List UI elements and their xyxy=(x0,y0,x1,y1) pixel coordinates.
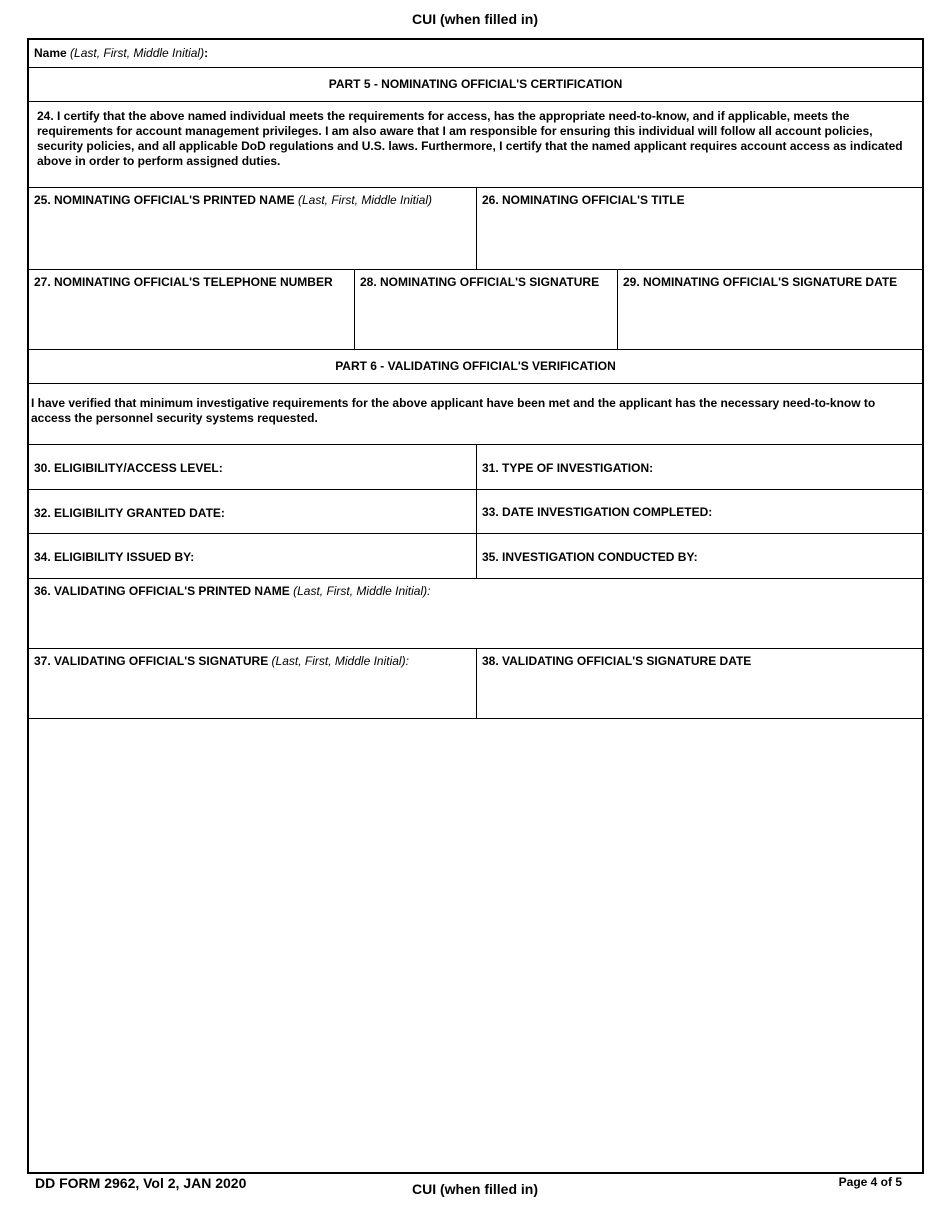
field-32-cell xyxy=(29,490,476,533)
field-30-label: 30. ELIGIBILITY/ACCESS LEVEL: xyxy=(34,461,223,475)
field-27-input[interactable] xyxy=(34,293,349,307)
field-36-label: 36. VALIDATING OFFICIAL'S PRINTED NAME xyxy=(34,584,290,598)
field-31-label: 31. TYPE OF INVESTIGATION: xyxy=(482,461,654,475)
name-colon: : xyxy=(204,46,209,60)
field-38-cell xyxy=(476,649,922,718)
field-37-input[interactable] xyxy=(34,672,471,686)
part6-title: PART 6 - VALIDATING OFFICIAL'S VERIFICATION xyxy=(335,359,616,373)
name-hint: (Last, First, Middle Initial) xyxy=(70,46,205,60)
field-26-cell xyxy=(476,188,922,269)
field-34-input[interactable] xyxy=(198,549,402,565)
page-number: Page 4 of 5 xyxy=(838,1175,902,1189)
cui-marking-bottom: CUI (when filled in) xyxy=(412,1181,538,1197)
field-35-cell xyxy=(476,534,922,578)
field-25-label: 25. NOMINATING OFFICIAL'S PRINTED NAME xyxy=(34,193,295,207)
field-27-cell xyxy=(29,270,354,349)
field-33-label: 33. DATE INVESTIGATION COMPLETED: xyxy=(482,505,713,519)
field-29-label: 29. NOMINATING OFFICIAL'S SIGNATURE DATE xyxy=(623,275,898,289)
row-32-33 xyxy=(29,490,922,534)
field-33-cell xyxy=(476,490,922,533)
field-38-label: 38. VALIDATING OFFICIAL'S SIGNATURE DATE xyxy=(482,654,752,668)
field-30-cell xyxy=(29,445,476,489)
field-36-cell xyxy=(29,579,922,648)
field-33-input[interactable] xyxy=(482,519,686,535)
field-35-label: 35. INVESTIGATION CONDUCTED BY: xyxy=(482,550,698,564)
field-37-cell xyxy=(29,649,476,718)
name-label: Name xyxy=(34,46,67,60)
certification-text: 24. I certify that the above named individual meets the requirements for access, has the appropriate need-to-know, and if applicable, meets the requirements for account management privileges. I am also aware that I am responsible for ensuring this individual will follow all account policies, security policies, and all applicable DoD regulations and U.S. laws. Furthermore, I certify that the named applicant requires account access as indicated above in order to perform assigned duties. xyxy=(37,109,903,168)
field-29-input[interactable] xyxy=(623,293,917,307)
verification-row xyxy=(29,384,922,445)
name-row xyxy=(29,40,922,68)
form-body xyxy=(27,38,924,1174)
field-36-input[interactable] xyxy=(34,602,917,616)
field-28-label: 28. NOMINATING OFFICIAL'S SIGNATURE xyxy=(360,275,600,289)
row-37-38 xyxy=(29,649,922,719)
field-28-cell xyxy=(354,270,617,349)
field-37-hint: (Last, First, Middle Initial): xyxy=(271,654,409,668)
field-31-input[interactable] xyxy=(656,460,860,476)
form-identifier: DD FORM 2962, Vol 2, JAN 2020 xyxy=(35,1175,247,1191)
field-27-label: 27. NOMINATING OFFICIAL'S TELEPHONE NUMBER xyxy=(34,275,333,289)
field-28-input[interactable] xyxy=(360,293,612,307)
field-37-label: 37. VALIDATING OFFICIAL'S SIGNATURE xyxy=(34,654,269,668)
row-25-26 xyxy=(29,188,922,270)
field-25-input[interactable] xyxy=(34,211,471,225)
part6-title-row xyxy=(29,350,922,384)
field-35-input[interactable] xyxy=(701,549,905,565)
field-36-hint: (Last, First, Middle Initial): xyxy=(293,584,431,598)
field-32-label: 32. ELIGIBILITY GRANTED DATE: xyxy=(34,506,225,520)
row-34-35 xyxy=(29,534,922,579)
field-25-hint: (Last, First, Middle Initial) xyxy=(297,193,433,207)
name-cell xyxy=(29,40,922,67)
field-26-input[interactable] xyxy=(482,211,917,225)
verification-text: I have verified that minimum investigative requirements for the above applicant have been met and the applicant has the necessary need-to-know to access the personnel security systems requested. xyxy=(31,396,876,425)
field-34-cell xyxy=(29,534,476,578)
part5-title: PART 5 - NOMINATING OFFICIAL'S CERTIFICATION xyxy=(328,77,623,91)
field-31-cell xyxy=(476,445,922,489)
name-input[interactable] xyxy=(211,45,415,61)
field-32-input[interactable] xyxy=(228,505,432,521)
part5-title-row xyxy=(29,68,922,102)
certification-row xyxy=(29,102,922,188)
field-38-input[interactable] xyxy=(482,672,917,686)
row-27-28-29 xyxy=(29,270,922,350)
cui-marking-top: CUI (when filled in) xyxy=(412,11,538,27)
field-25-cell xyxy=(29,188,476,269)
field-34-label: 34. ELIGIBILITY ISSUED BY: xyxy=(34,550,195,564)
field-26-label: 26. NOMINATING OFFICIAL'S TITLE xyxy=(482,193,685,207)
field-29-cell xyxy=(617,270,922,349)
row-30-31 xyxy=(29,445,922,490)
row-36 xyxy=(29,579,922,649)
field-30-input[interactable] xyxy=(226,460,430,476)
